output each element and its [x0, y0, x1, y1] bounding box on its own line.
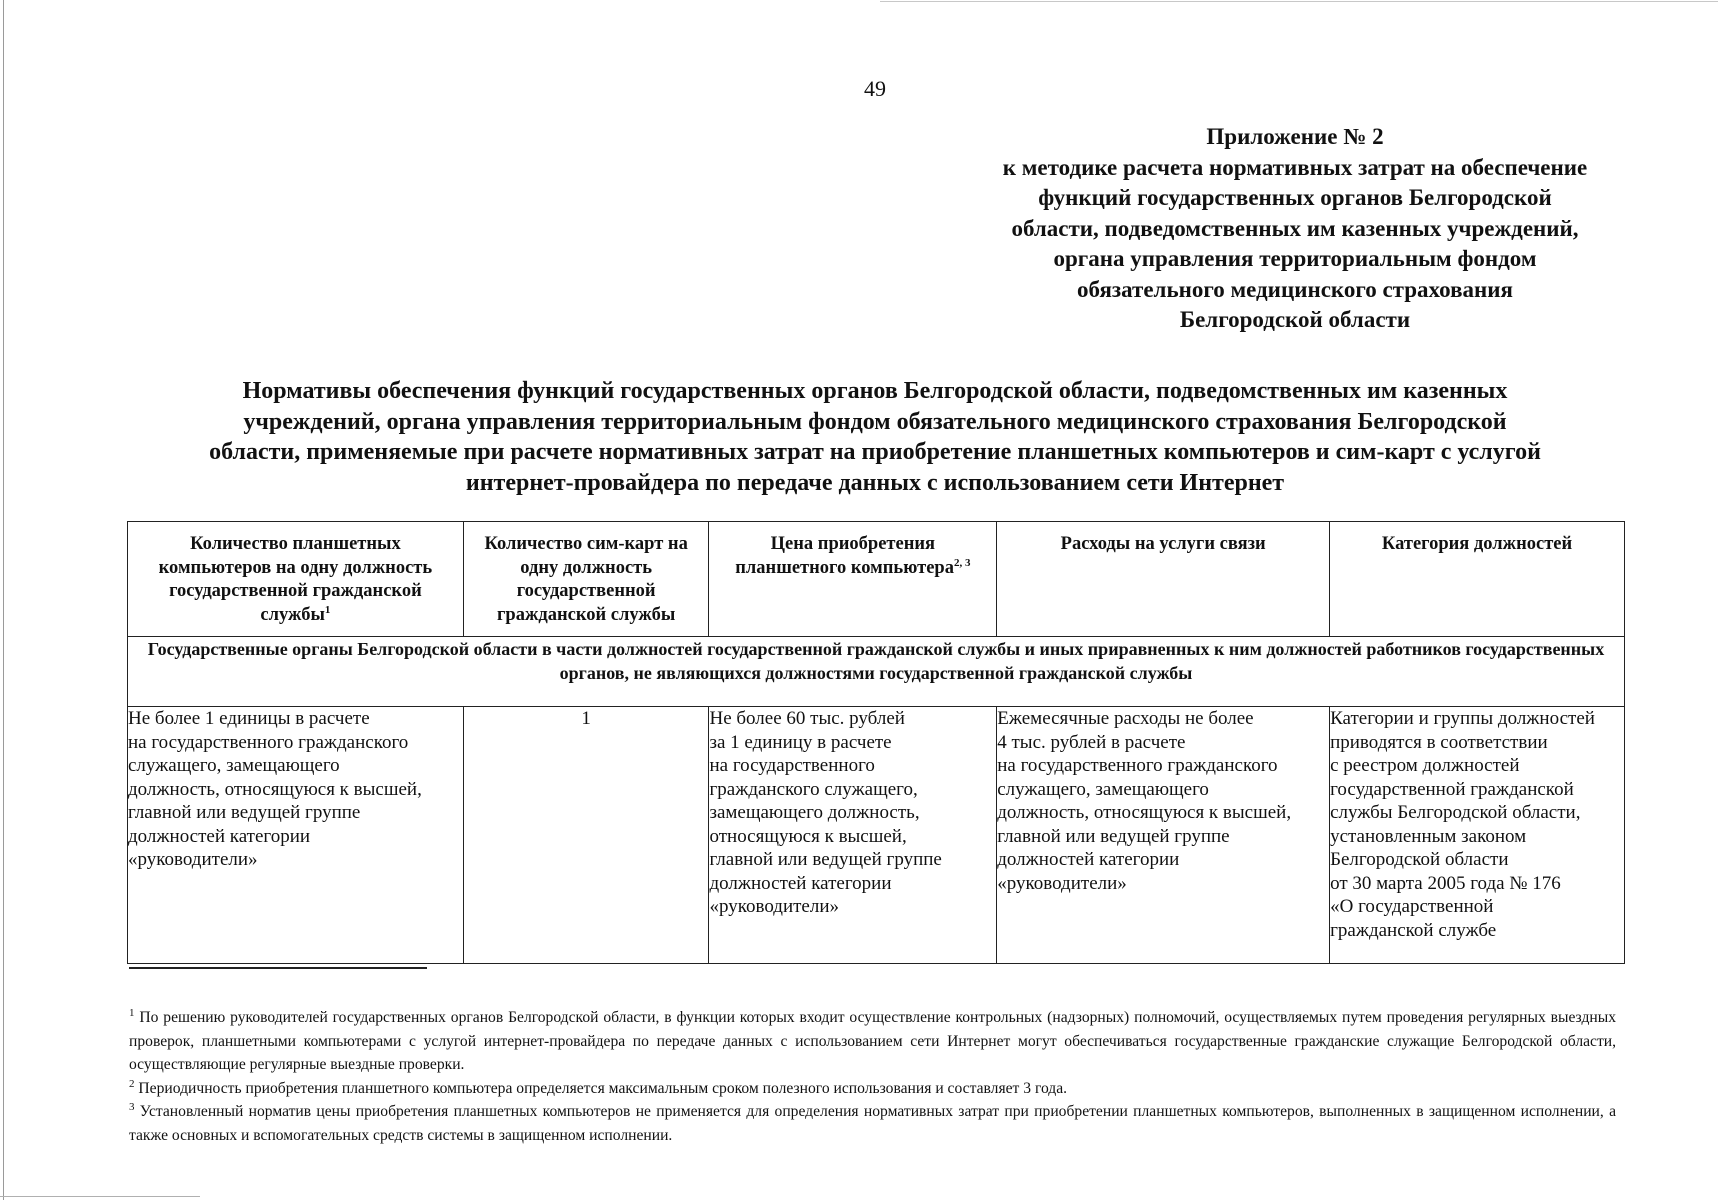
cell-line: должностей категории — [128, 825, 311, 847]
header-tablet-price — [709, 522, 997, 637]
cell-line: должностей категории — [997, 849, 1180, 870]
table-header-row — [128, 522, 1625, 637]
cell-sim-cards-per-position: 1 — [463, 707, 709, 964]
cell-line: на государственного — [709, 755, 875, 776]
title-line: области, применяемые при расчете нормативных затрат на приобретение планшетных компьютеров и сим-карт с услугой — [209, 439, 1541, 465]
cell-line: Категории и группы должностей — [1330, 708, 1595, 729]
cell-line: «руководители» — [709, 896, 839, 917]
cell-line: «руководители» — [128, 849, 258, 870]
cell-line: «руководители» — [997, 872, 1127, 894]
cell-line: Не более 1 единицы в расчете — [128, 708, 370, 729]
cell-line: главной или ведущей группе — [709, 849, 942, 870]
cell-line: установленным законом — [1330, 825, 1527, 847]
cell-line: государственной гражданской — [1330, 778, 1574, 800]
cell-line: за 1 единицу в расчете — [709, 731, 892, 753]
footnote-mark: 1 — [129, 1006, 135, 1019]
footnote — [129, 1006, 1616, 1077]
title-line: интернет-провайдера по передаче данных с использованием сети Интернет — [465, 469, 1285, 496]
section-title: Государственные органы Белгородской области в части должностей государственной гражданской службы и иных приравненных к ним должностей работников государственных органов, не являющихся должностями государственной гражданской службы — [128, 637, 1625, 707]
scan-line-top — [880, 1, 1718, 2]
cell-line: замещающего должность, — [709, 802, 920, 823]
cell-line: служащего, замещающего — [128, 755, 340, 776]
cell-line: гражданского служащего, — [709, 778, 918, 800]
footnote-separator — [129, 967, 427, 969]
cell-line: приводятся в соответствии — [1330, 731, 1548, 753]
footnote-mark: 3 — [129, 1100, 135, 1113]
norms-table — [127, 521, 1625, 964]
cell-line: Белгородской области — [1330, 849, 1509, 870]
header-text: Категория должностей — [1381, 534, 1573, 554]
cell-line: «О государственной — [1330, 896, 1494, 917]
header-text: Цена приобретения планшетного компьютера — [735, 534, 954, 578]
cell-line: гражданской службе — [1330, 919, 1497, 941]
appendix-line: органа управления территориальным фондом — [1053, 246, 1537, 271]
cell-line: должностей категории — [709, 872, 892, 894]
cell-line: главной или ведущей группе — [128, 802, 361, 823]
footnote-ref: 1 — [324, 603, 331, 616]
footnote-mark: 2 — [129, 1077, 135, 1090]
appendix-line: к методике расчета нормативных затрат на обеспечение — [1002, 154, 1588, 180]
appendix-line: Белгородской области — [1179, 307, 1411, 332]
cell-line: 4 тыс. рублей в расчете — [997, 731, 1186, 753]
cell-line: на государственного гражданского — [128, 731, 409, 753]
cell-line: с реестром должностей — [1330, 755, 1520, 776]
cell-communication-costs — [997, 707, 1330, 964]
appendix-line: области, подведомственных им казенных учреждений, — [1011, 215, 1579, 241]
header-position-category — [1330, 522, 1625, 637]
header-text: Расходы на услуги связи — [1060, 534, 1266, 554]
footnote — [129, 1100, 1616, 1147]
cell-line: от 30 марта 2005 года № 176 — [1330, 872, 1561, 894]
title-line: Нормативы обеспечения функций государственных органов Белгородской области, подведомственных им казенных — [242, 378, 1508, 404]
cell-tablets-per-position — [128, 707, 464, 964]
page-number: 49 — [864, 76, 886, 101]
footnote-text: Установленный норматив цены приобретения планшетных компьютеров не применяется для определения нормативных затрат при приобретении планшетных компьютеров, выполненных в защищенном исполнении, а также основных и вспомогательных средств системы в защищенном исполнении. — [129, 1103, 1616, 1144]
cell-line: главной или ведущей группе — [997, 825, 1230, 847]
cell-line: должность, относящуюся к высшей, — [128, 778, 422, 800]
cell-line: службы Белгородской области, — [1330, 802, 1581, 823]
cell-line: Ежемесячные расходы не более — [997, 708, 1254, 729]
header-tablets-per-position — [128, 522, 464, 637]
header-communication-costs — [997, 522, 1330, 637]
cell-line: на государственного гражданского — [997, 755, 1278, 776]
cell-position-category — [1330, 707, 1625, 964]
appendix-line: Приложение № 2 — [1206, 124, 1384, 149]
cell-line: служащего, замещающего — [997, 778, 1209, 800]
scan-border-left — [3, 0, 4, 1200]
cell-tablet-price — [709, 707, 997, 964]
footnote-ref: 2, 3 — [953, 556, 971, 569]
footnote-text: По решению руководителей государственных органов Белгородской области, в функции которых входит осуществление контрольных (надзорных) полномочий, осуществляемых путем проведения регулярных выездных проверок, планшетными компьютерами с услугой интернет-провайдера по передаче данных с использованием сети Интернет могут обеспечиваться государственные гражданские служащие Белгородской области, осуществляющие регулярные выездные проверки. — [129, 1009, 1616, 1073]
header-text: Количество сим-карт на одну должность государственной гражданской службы — [484, 534, 688, 625]
footnote-text: Периодичность приобретения планшетного компьютера определяется максимальным сроком полезного использования и составляет 3 года. — [138, 1079, 1068, 1097]
cell-line: должность, относящуюся к высшей, — [997, 802, 1292, 823]
table-section-row — [128, 637, 1625, 707]
cell-line: Не более 60 тыс. рублей — [709, 708, 905, 729]
cell-line: относящуюся к высшей, — [709, 825, 907, 847]
footnotes — [129, 1006, 1616, 1147]
footnote — [129, 1077, 1616, 1101]
appendix-line: функций государственных органов Белгородской — [1038, 185, 1552, 210]
appendix-heading — [900, 122, 1690, 336]
title-line: учреждений, органа управления территориальным фондом обязательного медицинского страхования Белгородской — [243, 408, 1507, 435]
scan-line-bottom — [0, 1196, 200, 1197]
header-sim-cards-per-position — [463, 522, 709, 637]
header-text: Количество планшетных компьютеров на одну должность государственной гражданской службы — [158, 534, 433, 625]
appendix-line: обязательного медицинского страхования — [1077, 276, 1513, 302]
table-row — [128, 707, 1625, 964]
document-title — [120, 376, 1630, 498]
